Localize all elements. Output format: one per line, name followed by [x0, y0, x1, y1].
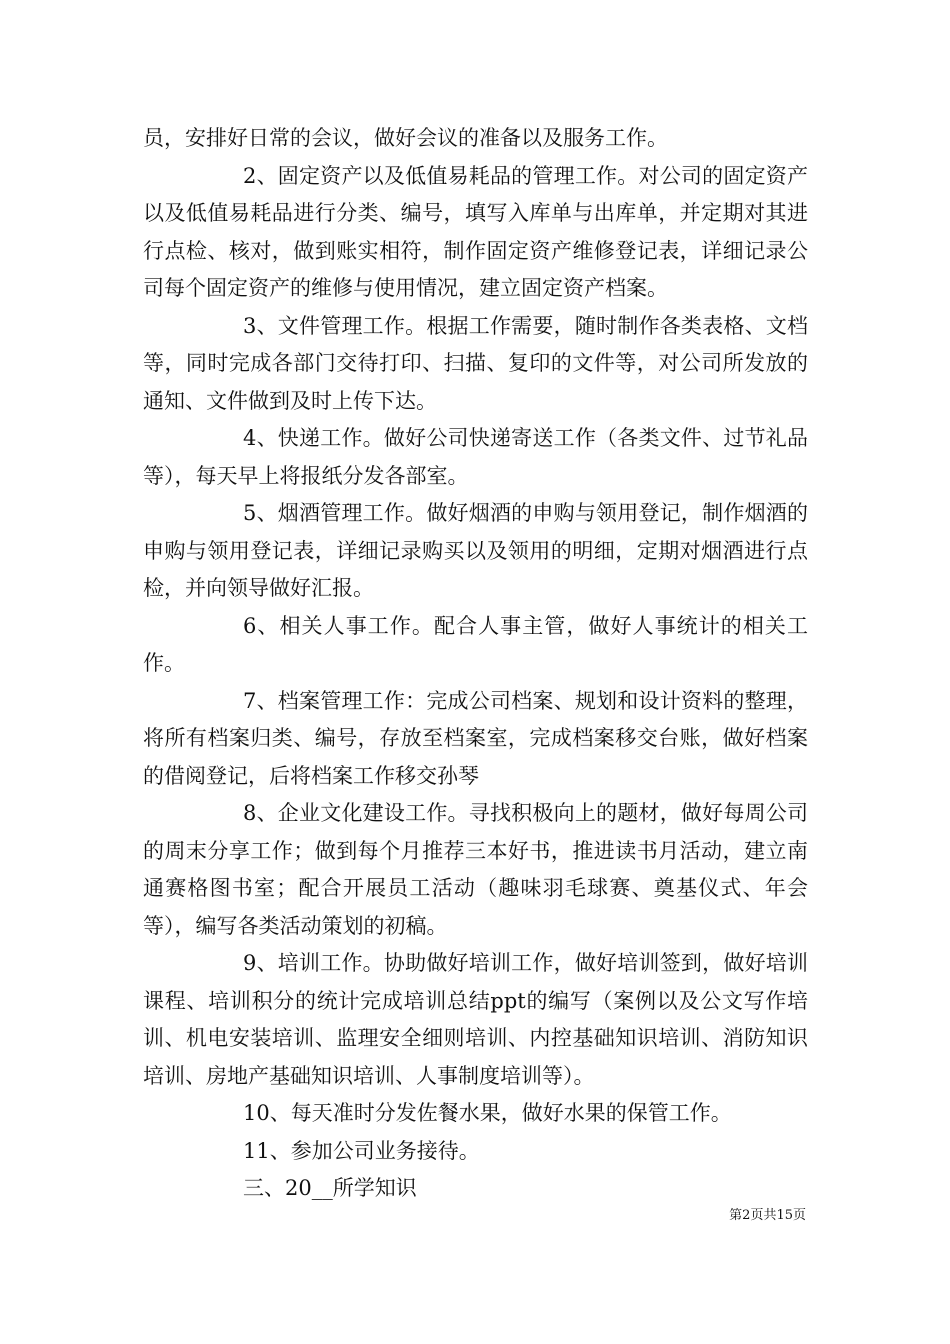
paragraph-item-3: 3、文件管理工作。根据工作需要，随时制作各类表格、文档等，同时完成各部门交待打印、扫描、复印的文件等，对公司所发放的通知、文件做到及时上传下达。: [143, 313, 808, 413]
document-body: [143, 120, 808, 1208]
paragraph-item-10: 10、每天准时分发佐餐水果，做好水果的保管工作。: [243, 1101, 732, 1125]
paragraph-item-9: 9、培训工作。协助做好培训工作，做好培训签到，做好培训课程、培训积分的统计完成培训总结ppt的编写（案例以及公文写作培训、机电安装培训、监理安全细则培训、内控基础知识培训、消防知识培训、房地产基础知识培训、人事制度培训等）。: [143, 951, 808, 1088]
paragraph-item-5: 5、烟酒管理工作。做好烟酒的申购与领用登记，制作烟酒的申购与领用登记表，详细记录购买以及领用的明细，定期对烟酒进行点检，并向领导做好汇报。: [143, 501, 808, 600]
paragraph-continuation: 员，安排好日常的会议，做好会议的准备以及服务工作。: [143, 126, 668, 150]
section-heading: 三、20__所学知识: [243, 1176, 417, 1200]
paragraph-item-7: 7、档案管理工作：完成公司档案、规划和设计资料的整理，将所有档案归类、编号，存放至档案室，完成档案移交台账，做好档案的借阅登记，后将档案工作移交孙琴: [143, 688, 808, 788]
paragraph-item-4: 4、快递工作。做好公司快递寄送工作（各类文件、过节礼品等），每天早上将报纸分发各部室。: [143, 426, 808, 488]
paragraph-item-6: 6、相关人事工作。配合人事主管，做好人事统计的相关工作。: [143, 613, 808, 675]
paragraph-item-11: 11、参加公司业务接待。: [243, 1138, 480, 1163]
paragraph-item-2: 2、固定资产以及低值易耗品的管理工作。对公司的固定资产以及低值易耗品进行分类、编号，填写入库单与出库单，并定期对其进行点检、核对，做到账实相符，制作固定资产维修登记表，详细记录公司每个固定资产的维修与使用情况，建立固定资产档案。: [143, 163, 808, 300]
page-number-footer: 第2页共15页: [729, 1208, 806, 1223]
paragraph-item-8: 8、企业文化建设工作。寻找积极向上的题材，做好每周公司的周末分享工作；做到每个月推荐三本好书，推进读书月活动，建立南通赛格图书室；配合开展员工活动（趣味羽毛球赛、奠基仪式、年会等），编写各类活动策划的初稿。: [143, 801, 808, 938]
